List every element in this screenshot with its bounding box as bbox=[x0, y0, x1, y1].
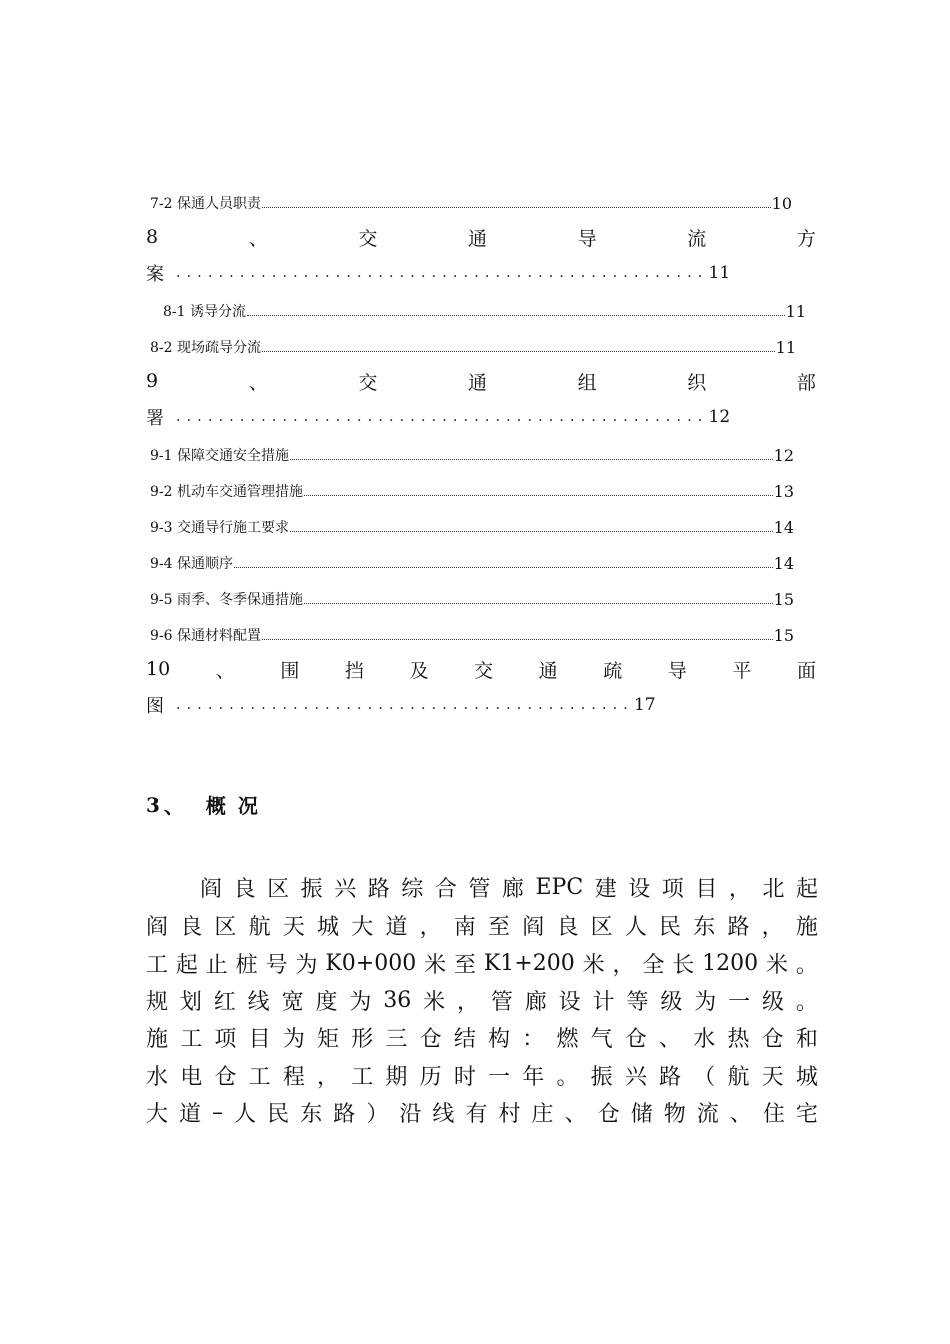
paragraph-token: ， bbox=[728, 876, 751, 902]
paragraph-token: 仓 bbox=[597, 1101, 620, 1127]
paragraph-token: 施 bbox=[795, 914, 818, 940]
paragraph-token: 沿 bbox=[399, 1101, 422, 1127]
paragraph-token: 时 bbox=[453, 1064, 476, 1090]
paragraph-token: 仓 bbox=[419, 1026, 442, 1052]
paragraph-token: 1200 bbox=[702, 950, 759, 976]
paragraph-token: – bbox=[212, 1099, 224, 1125]
paragraph-token: K1+200 bbox=[483, 950, 575, 976]
paragraph-line-1 bbox=[200, 872, 818, 902]
toc-page-number: 14 bbox=[773, 554, 794, 573]
paragraph-token: 区 bbox=[214, 914, 237, 940]
paragraph-token: 项 bbox=[214, 1026, 237, 1052]
toc-entry-8-2[interactable] bbox=[150, 334, 796, 356]
toc-entry-9-3[interactable] bbox=[150, 514, 794, 536]
paragraph-token: 区 bbox=[590, 914, 613, 940]
toc-entry-8-line2[interactable] bbox=[146, 260, 730, 286]
paragraph-token: 气 bbox=[590, 1026, 613, 1052]
paragraph-token: 期 bbox=[385, 1064, 408, 1090]
paragraph-token: 级 bbox=[762, 989, 785, 1015]
toc-entry-char: 、 bbox=[248, 227, 268, 250]
paragraph-token: 程 bbox=[282, 1064, 305, 1090]
section-separator: 、 bbox=[163, 794, 184, 818]
paragraph-token: 级 bbox=[660, 989, 683, 1015]
paragraph-token: 阎 bbox=[146, 914, 169, 940]
paragraph-token: 道 bbox=[385, 914, 408, 940]
paragraph-token: 一 bbox=[488, 1064, 511, 1090]
toc-page-number: 14 bbox=[773, 518, 794, 537]
paragraph-token: 物 bbox=[663, 1101, 686, 1127]
paragraph-token: 。 bbox=[556, 1064, 579, 1090]
paragraph-line-6 bbox=[146, 1060, 818, 1090]
paragraph-token: 宽 bbox=[281, 989, 304, 1015]
toc-entry-title: 7-2 保通人员职责 bbox=[150, 196, 261, 212]
paragraph-token: 振 bbox=[300, 876, 323, 902]
toc-entry-title: 9-5 雨季、冬季保通措施 bbox=[150, 592, 303, 608]
toc-page-number: 17 bbox=[633, 695, 656, 715]
toc-entry-char: 8 bbox=[146, 226, 159, 248]
paragraph-line-3 bbox=[146, 948, 818, 978]
paragraph-token: 为 bbox=[282, 1026, 305, 1052]
toc-leader-dots bbox=[290, 459, 773, 460]
toc-entry-10-line1[interactable] bbox=[146, 656, 816, 682]
paragraph-token: 起 bbox=[795, 876, 818, 902]
paragraph-token: 良 bbox=[556, 914, 579, 940]
paragraph-token: 。 bbox=[795, 989, 818, 1015]
toc-entry-char: 通 bbox=[538, 659, 558, 682]
toc-entry-9-line1[interactable] bbox=[146, 368, 816, 394]
paragraph-token: 历 bbox=[419, 1064, 442, 1090]
paragraph-token: K0+000 bbox=[325, 950, 417, 976]
paragraph-token: 建 bbox=[594, 876, 617, 902]
toc-entry-char: 挡 bbox=[344, 659, 364, 682]
paragraph-token: ： bbox=[522, 1026, 545, 1052]
toc-entry-char: 流 bbox=[687, 227, 707, 250]
paragraph-token: 廊 bbox=[501, 876, 524, 902]
toc-leader-dots bbox=[262, 639, 773, 640]
paragraph-line-4 bbox=[146, 985, 818, 1015]
paragraph-token: 线 bbox=[432, 1101, 455, 1127]
paragraph-token: 廊 bbox=[524, 989, 547, 1015]
toc-entry-char: 9 bbox=[146, 370, 159, 392]
paragraph-token: 综 bbox=[401, 876, 424, 902]
paragraph-token: 管 bbox=[468, 876, 491, 902]
paragraph-token: EPC bbox=[535, 874, 584, 900]
toc-entry-last-char: 图 bbox=[146, 696, 164, 717]
paragraph-token: 起 bbox=[175, 952, 198, 978]
toc-entry-char: 交 bbox=[358, 371, 378, 394]
toc-entry-title: 8-2 现场疏导分流 bbox=[150, 340, 261, 356]
paragraph-token: 民 bbox=[267, 1101, 290, 1127]
paragraph-token: 路 bbox=[333, 1101, 356, 1127]
toc-entry-char: 部 bbox=[796, 371, 816, 394]
paragraph-token: 和 bbox=[795, 1026, 818, 1052]
toc-entry-title: 9-1 保障交通安全措施 bbox=[150, 448, 289, 464]
paragraph-token: 。 bbox=[795, 952, 818, 978]
paragraph-token: ） bbox=[366, 1101, 389, 1127]
toc-entry-title: 9-4 保通顺序 bbox=[150, 556, 233, 572]
paragraph-token: 兴 bbox=[624, 1064, 647, 1090]
paragraph-token: 水 bbox=[146, 1064, 169, 1090]
paragraph-token: 构 bbox=[488, 1026, 511, 1052]
paragraph-token: 村 bbox=[498, 1101, 521, 1127]
toc-page-number: 11 bbox=[708, 263, 731, 283]
paragraph-token: 工 bbox=[351, 1064, 374, 1090]
paragraph-token: 为 bbox=[295, 952, 318, 978]
paragraph-token: 南 bbox=[453, 914, 476, 940]
paragraph-line-2 bbox=[146, 910, 818, 940]
paragraph-token: 计 bbox=[592, 989, 615, 1015]
paragraph-token: 仓 bbox=[214, 1064, 237, 1090]
paragraph-token: 航 bbox=[248, 914, 271, 940]
toc-entry-char: 疏 bbox=[603, 659, 623, 682]
paragraph-token: ， bbox=[457, 989, 480, 1015]
toc-entry-title: 9-2 机动车交通管理措施 bbox=[150, 484, 303, 500]
toc-leader-dots bbox=[234, 567, 773, 568]
paragraph-token: 止 bbox=[205, 952, 228, 978]
paragraph-token: 人 bbox=[624, 914, 647, 940]
paragraph-token: 全 bbox=[642, 952, 665, 978]
toc-entry-char: 及 bbox=[409, 659, 429, 682]
toc-leader-dots bbox=[290, 531, 773, 532]
paragraph-token: 民 bbox=[659, 914, 682, 940]
paragraph-token: ， bbox=[317, 1064, 340, 1090]
paragraph-line-5 bbox=[146, 1022, 818, 1052]
paragraph-token: 矩 bbox=[317, 1026, 340, 1052]
paragraph-token: 有 bbox=[465, 1101, 488, 1127]
toc-entry-char: 面 bbox=[796, 659, 816, 682]
paragraph-token: 大 bbox=[351, 914, 374, 940]
toc-entry-9-line2[interactable] bbox=[146, 404, 730, 430]
paragraph-token: 等 bbox=[626, 989, 649, 1015]
toc-page-number: 11 bbox=[785, 302, 806, 321]
toc-entry-9-2[interactable] bbox=[150, 478, 794, 500]
paragraph-token: 阎 bbox=[522, 914, 545, 940]
paragraph-token: 、 bbox=[564, 1101, 587, 1127]
toc-leader-dots bbox=[262, 351, 775, 352]
paragraph-token: 三 bbox=[385, 1026, 408, 1052]
toc-leader-dots bbox=[304, 495, 773, 496]
paragraph-token: 形 bbox=[351, 1026, 374, 1052]
paragraph-token: 路 bbox=[727, 914, 750, 940]
paragraph-token: 米 bbox=[766, 952, 789, 978]
paragraph-token: 大 bbox=[146, 1101, 169, 1127]
toc-entry-9-1[interactable] bbox=[150, 442, 794, 464]
paragraph-token: ， bbox=[612, 952, 635, 978]
toc-page-number: 15 bbox=[773, 626, 794, 645]
paragraph-token: ， bbox=[761, 914, 784, 940]
paragraph-token: 宅 bbox=[795, 1101, 818, 1127]
paragraph-token: 米 bbox=[582, 952, 605, 978]
toc-page-number: 11 bbox=[775, 338, 796, 357]
paragraph-token: 管 bbox=[490, 989, 513, 1015]
paragraph-token: 仓 bbox=[761, 1026, 784, 1052]
paragraph-token: 航 bbox=[727, 1064, 750, 1090]
paragraph-token: 振 bbox=[590, 1064, 613, 1090]
toc-leader-dots bbox=[262, 207, 771, 208]
paragraph-token: 结 bbox=[453, 1026, 476, 1052]
toc-entry-8-line1[interactable] bbox=[146, 224, 816, 250]
paragraph-token: 东 bbox=[693, 914, 716, 940]
paragraph-token: 工 bbox=[146, 952, 169, 978]
paragraph-token: 仓 bbox=[624, 1026, 647, 1052]
toc-page-number: 15 bbox=[773, 590, 794, 609]
toc-leader-dots: .................................................. bbox=[176, 265, 709, 281]
paragraph-token: 道 bbox=[179, 1101, 202, 1127]
toc-leader-dots: .................................................. bbox=[176, 409, 709, 425]
toc-entry-char: 平 bbox=[732, 659, 752, 682]
toc-entry-9-6[interactable] bbox=[150, 622, 794, 644]
paragraph-token: 设 bbox=[628, 876, 651, 902]
paragraph-token: 工 bbox=[248, 1064, 271, 1090]
paragraph-token: 电 bbox=[180, 1064, 203, 1090]
paragraph-token: 划 bbox=[179, 989, 202, 1015]
toc-entry-title: 8-1 诱导分流 bbox=[163, 304, 246, 320]
paragraph-token: 年 bbox=[522, 1064, 545, 1090]
paragraph-token: 城 bbox=[795, 1064, 818, 1090]
toc-entry-char: 组 bbox=[577, 371, 597, 394]
paragraph-token: （ bbox=[693, 1064, 716, 1090]
section-title-char: 概 bbox=[205, 794, 226, 818]
paragraph-token: 一 bbox=[728, 989, 751, 1015]
paragraph-token: 米 bbox=[424, 952, 447, 978]
toc-entry-char: 方 bbox=[796, 227, 816, 250]
toc-entry-7-2[interactable] bbox=[150, 190, 792, 212]
paragraph-token: 线 bbox=[247, 989, 270, 1015]
toc-entry-last-char: 案 bbox=[146, 264, 164, 285]
paragraph-token: 路 bbox=[367, 876, 390, 902]
paragraph-token: 北 bbox=[762, 876, 785, 902]
toc-entry-char: 通 bbox=[468, 227, 488, 250]
paragraph-token: 路 bbox=[659, 1064, 682, 1090]
paragraph-token: 东 bbox=[300, 1101, 323, 1127]
toc-entry-char: 、 bbox=[215, 659, 235, 682]
paragraph-token: 兴 bbox=[334, 876, 357, 902]
paragraph-token: 良 bbox=[233, 876, 256, 902]
toc-entry-char: 、 bbox=[248, 371, 268, 394]
paragraph-token: 为 bbox=[694, 989, 717, 1015]
paragraph-token: 米 bbox=[423, 989, 446, 1015]
toc-entry-8-1[interactable] bbox=[163, 298, 806, 320]
toc-entry-char: 围 bbox=[280, 659, 300, 682]
paragraph-token: 项 bbox=[661, 876, 684, 902]
paragraph-token: 天 bbox=[282, 914, 305, 940]
toc-page-number: 12 bbox=[773, 446, 794, 465]
toc-entry-char: 交 bbox=[358, 227, 378, 250]
paragraph-token: 热 bbox=[727, 1026, 750, 1052]
paragraph-token: 至 bbox=[488, 914, 511, 940]
toc-entry-title: 9-6 保通材料配置 bbox=[150, 628, 261, 644]
paragraph-token: 水 bbox=[693, 1026, 716, 1052]
toc-entry-9-4[interactable] bbox=[150, 550, 794, 572]
paragraph-token: 住 bbox=[762, 1101, 785, 1127]
toc-entry-char: 交 bbox=[474, 659, 494, 682]
paragraph-token: 城 bbox=[317, 914, 340, 940]
toc-entry-last-char: 署 bbox=[146, 408, 164, 429]
toc-leader-dots: ........................................... bbox=[176, 697, 634, 713]
paragraph-token: 储 bbox=[630, 1101, 653, 1127]
section-heading bbox=[146, 790, 270, 819]
paragraph-token: 目 bbox=[695, 876, 718, 902]
paragraph-token: 至 bbox=[453, 952, 476, 978]
paragraph-token: 目 bbox=[248, 1026, 271, 1052]
paragraph-line-7 bbox=[146, 1097, 818, 1127]
paragraph-token: 天 bbox=[761, 1064, 784, 1090]
section-title bbox=[206, 790, 270, 819]
section-number: 3 bbox=[146, 792, 160, 817]
paragraph-token: 人 bbox=[234, 1101, 257, 1127]
paragraph-token: 、 bbox=[729, 1101, 752, 1127]
toc-leader-dots bbox=[304, 603, 773, 604]
toc-entry-title: 9-3 交通导行施工要求 bbox=[150, 520, 289, 536]
toc-leader-dots bbox=[247, 315, 785, 316]
paragraph-token: 桩 bbox=[235, 952, 258, 978]
paragraph-token: 庄 bbox=[531, 1101, 554, 1127]
toc-entry-10-line2[interactable] bbox=[146, 692, 656, 718]
toc-entry-9-5[interactable] bbox=[150, 586, 794, 608]
toc-page-number: 10 bbox=[771, 194, 792, 213]
paragraph-token: 为 bbox=[349, 989, 372, 1015]
paragraph-token: 燃 bbox=[556, 1026, 579, 1052]
paragraph-token: 度 bbox=[315, 989, 338, 1015]
paragraph-token: 工 bbox=[180, 1026, 203, 1052]
paragraph-token: ， bbox=[419, 914, 442, 940]
paragraph-token: 36 bbox=[383, 987, 412, 1013]
toc-entry-char: 导 bbox=[577, 227, 597, 250]
paragraph-token: 合 bbox=[434, 876, 457, 902]
paragraph-token: 号 bbox=[265, 952, 288, 978]
paragraph-token: 设 bbox=[558, 989, 581, 1015]
paragraph-token: 规 bbox=[146, 989, 169, 1015]
paragraph-token: 阎 bbox=[200, 876, 223, 902]
toc-entry-char: 10 bbox=[146, 658, 171, 680]
paragraph-token: 施 bbox=[146, 1026, 169, 1052]
toc-page-number: 12 bbox=[708, 407, 731, 427]
toc-page-number: 13 bbox=[773, 482, 794, 501]
toc-entry-char: 导 bbox=[667, 659, 687, 682]
paragraph-token: 良 bbox=[180, 914, 203, 940]
paragraph-token: 流 bbox=[696, 1101, 719, 1127]
toc-entry-char: 织 bbox=[687, 371, 707, 394]
paragraph-token: 长 bbox=[672, 952, 695, 978]
section-title-char: 况 bbox=[237, 794, 258, 818]
paragraph-token: 区 bbox=[267, 876, 290, 902]
toc-entry-char: 通 bbox=[468, 371, 488, 394]
paragraph-token: 红 bbox=[213, 989, 236, 1015]
paragraph-token: 、 bbox=[659, 1026, 682, 1052]
